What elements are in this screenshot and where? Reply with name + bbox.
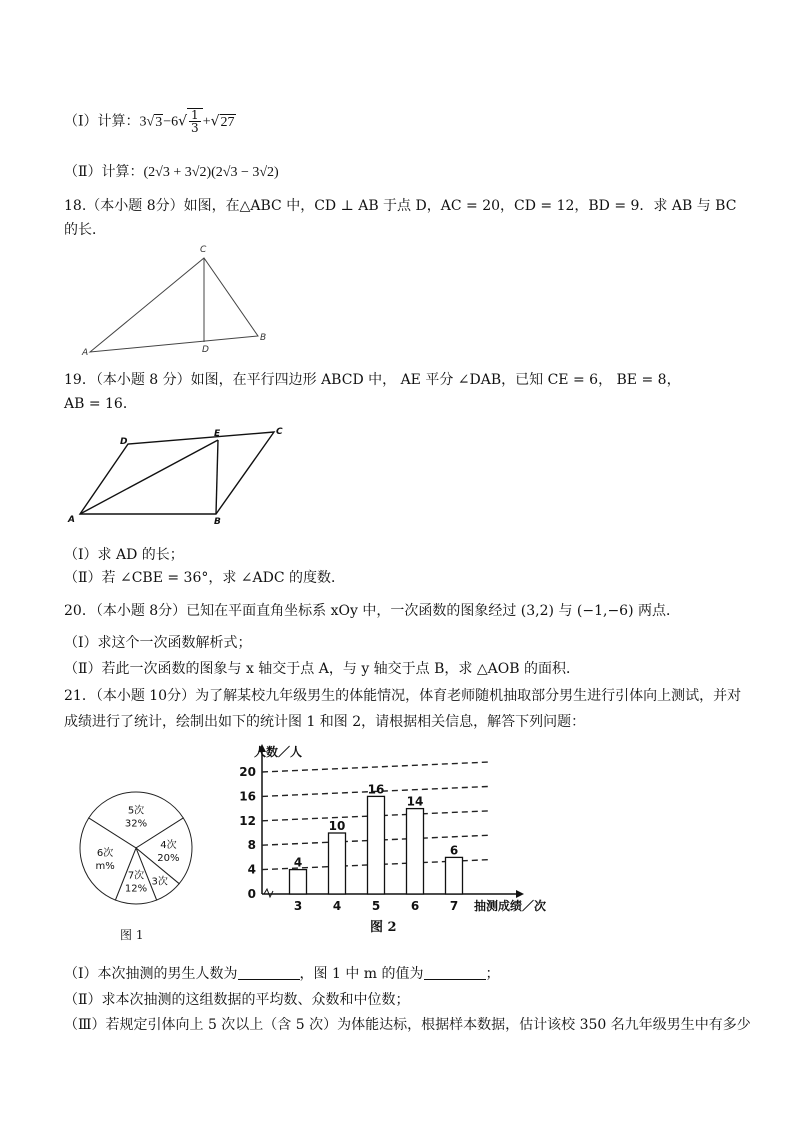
q19-text-line2: AB = 16．	[64, 396, 137, 412]
pie-slices	[80, 792, 192, 904]
label-c: C	[200, 245, 207, 255]
q17-term-e: 27	[220, 114, 235, 130]
q21-text-line2: 成绩进行了统计，绘制出如下的统计图 1 和图 2，请根据相关信息，解答下列问题：	[64, 714, 586, 730]
pie-slice-percent: 20%	[157, 853, 180, 865]
label-d: D	[120, 437, 128, 447]
q19-parallelogram-figure	[66, 424, 296, 534]
pie-slice-percent: 12%	[124, 883, 148, 895]
bar-value-label: 6	[449, 843, 459, 858]
x-axis-arrow	[516, 890, 524, 898]
bar-layer	[239, 744, 524, 913]
bar-chart	[232, 742, 592, 947]
label-d: D	[202, 345, 209, 355]
q18-text-line1: 18.（本小题 8分）如图，在△ABC 中，CD ⊥ AB 于点 D，AC = 20，CD = 12，BD = 9．求 AB 与 BC	[64, 198, 737, 214]
q21-part1	[64, 964, 500, 984]
fig2-caption: 图 2	[370, 920, 397, 935]
q19-part2: （Ⅱ）若 ∠CBE = 36°，求 ∠ADC 的度数．	[64, 570, 346, 586]
q21-part1-a: （Ⅰ）本次抽测的男生人数为	[64, 966, 238, 982]
y-tick-label: 12	[239, 813, 256, 828]
pie-slice-label: 5次	[127, 805, 145, 817]
pie-chart	[78, 790, 198, 910]
q20-text-line1: 20．（本小题 8分）已知在平面直角坐标系 xOy 中，一次函数的图象经过 (3,2) 与 (−1,−6) 两点．	[64, 603, 680, 619]
q21-part1-b: ，图 1 中 m 的值为	[299, 966, 424, 982]
pie-slice-label: 4次	[160, 840, 177, 852]
bar-value-label: 14	[406, 794, 424, 809]
q20-part2: （Ⅱ）若此一次函数的图象与 x 轴交于点 A，与 y 轴交于点 B，求 △AOB 的面积．	[64, 661, 580, 677]
label-b: B	[214, 517, 221, 527]
axis-break	[264, 889, 273, 897]
q17-part2-label: （Ⅱ）计算：	[64, 164, 144, 180]
y-tick-label: 4	[247, 862, 256, 877]
y-axis-label: 人数／人	[254, 745, 303, 759]
x-tick-label: 6	[410, 899, 420, 913]
q17-term-d: +	[202, 114, 211, 130]
q17-term-b: 3	[155, 114, 163, 130]
segment-be	[216, 440, 218, 514]
q17-term-c: −6	[163, 114, 179, 130]
q17-term-a: 3	[139, 114, 147, 130]
q17-frac-num: 1	[191, 108, 199, 122]
label-a: A	[82, 348, 89, 358]
q17-part2-expr: (2√3 + 3√2)(2√3 − 3√2)	[143, 165, 279, 180]
grid-line	[262, 762, 490, 772]
parallelogram-abcd	[80, 432, 274, 514]
q20-part1: （Ⅰ）求这个一次函数解析式；	[64, 635, 252, 651]
pie-slice-label: 7次	[127, 870, 145, 882]
x-axis-label: 抽测成绩／次	[474, 899, 547, 913]
q17-part2	[64, 162, 279, 183]
pie-slice-label: 6次	[96, 848, 114, 860]
q18-text-line2: 的长．	[64, 222, 106, 238]
q17-part1-label: （Ⅰ）计算：	[64, 113, 140, 130]
pie-slice-percent: m%	[95, 861, 115, 873]
x-tick-label: 5	[371, 899, 381, 913]
y-tick-label: 0	[247, 887, 256, 901]
x-tick-label: 4	[332, 899, 342, 913]
y-tick-label: 20	[239, 765, 256, 779]
y-tick-label: 16	[239, 789, 256, 804]
q21-part2: （Ⅱ）求本次抽测的这组数据的平均数、众数和中位数；	[64, 992, 410, 1008]
label-b: B	[260, 333, 267, 343]
bar	[368, 796, 385, 894]
bar	[329, 833, 346, 894]
triangle-abc	[90, 258, 258, 352]
bar	[290, 870, 307, 894]
q17-part1: （Ⅰ）计算：3√3−6√ $\frac{1}{3}$ +√27	[64, 108, 235, 135]
x-tick-label: 7	[449, 899, 459, 913]
q17-frac-den: 3	[191, 121, 199, 135]
q19-part1: （Ⅰ）求 AD 的长；	[64, 547, 184, 563]
q21-part3: （Ⅲ）若规定引体向上 5 次以上（含 5 次）为体能达标，根据样本数据，估计该校 350 名九年级男生中有多少	[64, 1017, 751, 1033]
label-a: A	[68, 515, 75, 525]
pie-slice-percent: 32%	[124, 818, 148, 830]
bar	[407, 809, 424, 894]
bar-value-label: 16	[367, 782, 385, 797]
fig1-caption: 图 1	[120, 928, 144, 942]
answer-blank-2[interactable]	[424, 965, 486, 980]
y-tick-label: 8	[247, 838, 256, 853]
segment-ae	[80, 440, 218, 514]
label-e: E	[214, 429, 221, 439]
answer-blank-1[interactable]	[238, 965, 300, 980]
q21-part1-c: ；	[485, 966, 500, 982]
label-c: C	[276, 427, 283, 437]
bar	[446, 857, 463, 894]
pie-slice-label: 3次	[151, 876, 168, 888]
q19-text-line1: 19．（本小题 8 分）如图，在平行四边形 ABCD 中， AE 平分 ∠DAB，已知 CE = 6， BE = 8，	[64, 372, 681, 388]
q21-text-line1: 21．（本小题 10分）为了解某校九年级男生的体能情况，体育老师随机抽取部分男生进行引体向上测试，并对	[64, 688, 742, 704]
bar-value-label: 10	[328, 819, 346, 833]
bar-value-label: 4	[293, 855, 303, 870]
x-tick-label: 3	[293, 899, 303, 913]
q18-triangle-figure	[70, 240, 270, 360]
